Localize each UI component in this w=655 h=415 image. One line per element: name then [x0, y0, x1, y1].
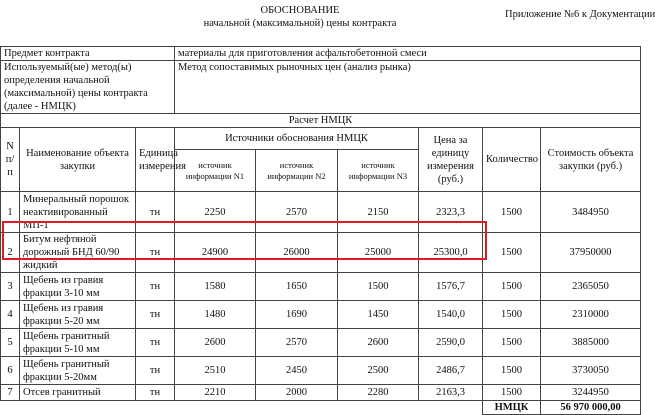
row-name: Битум нефтяной дорожный БНД 60/90 жидкий — [20, 233, 136, 273]
col-header-sources: Источники обоснования НМЦК — [175, 128, 419, 150]
row-unit: тн — [136, 329, 175, 357]
row-cost: 3244950 — [541, 385, 641, 401]
row-src2: 2570 — [256, 192, 338, 233]
row-unit: тн — [136, 357, 175, 385]
col-header-unit: Единица измерения — [136, 128, 175, 192]
row-src1: 1580 — [175, 273, 256, 301]
row-src2: 1650 — [256, 273, 338, 301]
row-unit: тн — [136, 192, 175, 233]
col-header-src2: источник информации N2 — [256, 150, 338, 192]
row-src1: 24900 — [175, 233, 256, 273]
row-num: 2 — [1, 233, 20, 273]
calc-title: Расчет НМЦК — [1, 114, 641, 128]
row-name: Минеральный порошок неактивированный МП-1 — [20, 192, 136, 233]
row-src1: 2600 — [175, 329, 256, 357]
col-header-num: N п/п — [1, 128, 20, 192]
row-cost: 3885000 — [541, 329, 641, 357]
row-src2: 2000 — [256, 385, 338, 401]
row-cost: 3484950 — [541, 192, 641, 233]
row-price: 2486,7 — [419, 357, 483, 385]
row-price: 1540,0 — [419, 301, 483, 329]
table-row — [1, 192, 641, 233]
appendix-label: Приложение №6 к Документации — [505, 9, 655, 20]
row-num: 7 — [1, 385, 20, 401]
total-row — [1, 401, 641, 415]
row-num: 3 — [1, 273, 20, 301]
row-src3: 1500 — [338, 273, 419, 301]
subject-label: Предмет контракта — [1, 47, 175, 61]
table-row — [1, 301, 641, 329]
total-label: НМЦК — [483, 401, 541, 415]
row-qty: 1500 — [483, 301, 541, 329]
document-subtitle: начальной (максимальной) цены контракта — [203, 18, 397, 29]
row-price: 1576,7 — [419, 273, 483, 301]
method-value: Метод сопоставимых рыночных цен (анализ рынка) — [175, 61, 641, 114]
row-src3: 1450 — [338, 301, 419, 329]
row-name: Щебень гранитный фракции 5-20мм — [20, 357, 136, 385]
row-unit: тн — [136, 385, 175, 401]
row-src2: 2570 — [256, 329, 338, 357]
col-header-cost: Стоимость объекта закупки (руб.) — [541, 128, 641, 192]
row-cost: 2365050 — [541, 273, 641, 301]
row-qty: 1500 — [483, 385, 541, 401]
table-row — [1, 329, 641, 357]
row-src1: 2210 — [175, 385, 256, 401]
total-value: 56 970 000,00 — [541, 401, 641, 415]
row-cost: 37950000 — [541, 233, 641, 273]
row-src2: 26000 — [256, 233, 338, 273]
row-unit: тн — [136, 233, 175, 273]
row-name: Щебень из гравия фракции 5-20 мм — [20, 301, 136, 329]
row-src1: 2510 — [175, 357, 256, 385]
row-num: 4 — [1, 301, 20, 329]
row-src3: 2280 — [338, 385, 419, 401]
row-qty: 1500 — [483, 273, 541, 301]
nmck-table — [0, 46, 641, 415]
row-qty: 1500 — [483, 233, 541, 273]
method-label: Используемый(ые) метод(ы) определения начальной (максимальной) цены контракта (далее - НМЦК) — [1, 61, 175, 114]
row-unit: тн — [136, 273, 175, 301]
row-unit: тн — [136, 301, 175, 329]
col-header-name: Наименование объекта закупки — [20, 128, 136, 192]
table-row — [1, 273, 641, 301]
row-src2: 1690 — [256, 301, 338, 329]
row-src3: 25000 — [338, 233, 419, 273]
row-name: Щебень гранитный фракции 5-10 мм — [20, 329, 136, 357]
table-row — [1, 385, 641, 401]
document-title: ОБОСНОВАНИЕ — [260, 5, 340, 16]
row-src3: 2600 — [338, 329, 419, 357]
row-price: 2590,0 — [419, 329, 483, 357]
table-row — [1, 233, 641, 273]
row-src2: 2450 — [256, 357, 338, 385]
row-num: 5 — [1, 329, 20, 357]
row-cost: 2310000 — [541, 301, 641, 329]
row-src1: 1480 — [175, 301, 256, 329]
row-name: Отсев гранитный — [20, 385, 136, 401]
row-src1: 2250 — [175, 192, 256, 233]
table-row — [1, 357, 641, 385]
row-price: 2323,3 — [419, 192, 483, 233]
row-qty: 1500 — [483, 329, 541, 357]
row-num: 6 — [1, 357, 20, 385]
row-src3: 2500 — [338, 357, 419, 385]
row-src3: 2150 — [338, 192, 419, 233]
row-num: 1 — [1, 192, 20, 233]
row-qty: 1500 — [483, 357, 541, 385]
col-header-src3: источник информации N3 — [338, 150, 419, 192]
row-name: Щебень из гравия фракции 3-10 мм — [20, 273, 136, 301]
row-price: 2163,3 — [419, 385, 483, 401]
row-qty: 1500 — [483, 192, 541, 233]
row-cost: 3730050 — [541, 357, 641, 385]
subject-value: материалы для приготовления асфальтобетонной смеси — [175, 47, 641, 61]
row-price: 25300,0 — [419, 233, 483, 273]
col-header-qty: Количество — [483, 128, 541, 192]
col-header-src1: источник информации N1 — [175, 150, 256, 192]
col-header-price: Цена за единицу измерения (руб.) — [419, 128, 483, 192]
